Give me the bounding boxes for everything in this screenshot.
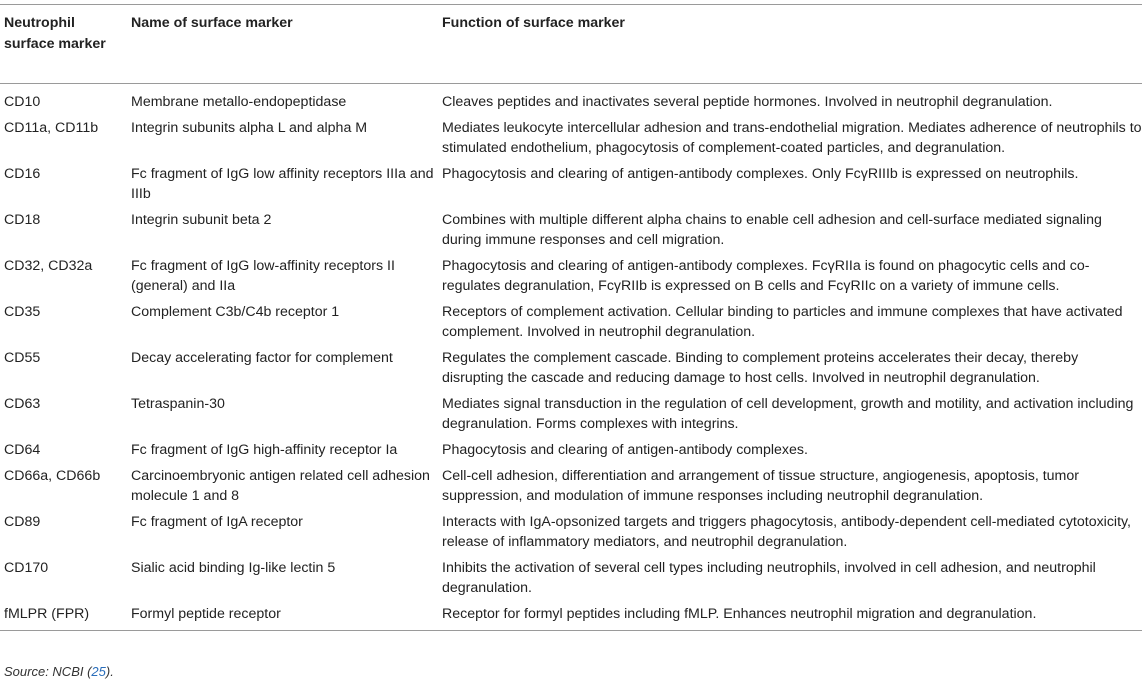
table-row xyxy=(0,345,1142,391)
name-cell: Fc fragment of IgG high-affinity receptor Ia xyxy=(131,442,398,458)
name-cell: Sialic acid binding Ig-like lectin 5 xyxy=(131,560,336,576)
table-row xyxy=(0,509,1142,555)
marker-cell: CD18 xyxy=(4,212,41,228)
name-cell: Fc fragment of IgA receptor xyxy=(131,514,303,530)
name-cell: Membrane metallo-endopeptidase xyxy=(131,94,347,110)
function-cell: Combines with multiple different alpha chains to enable cell adhesion and cell-surface mediated signaling during immune responses and cell migration. xyxy=(442,212,1102,248)
function-cell: Cleaves peptides and inactivates several peptide hormones. Involved in neutrophil degranulation. xyxy=(442,94,1053,110)
name-cell: Fc fragment of IgG low-affinity receptors II (general) and IIa xyxy=(131,258,395,294)
function-cell: Regulates the complement cascade. Binding to complement proteins accelerates their decay, thereby disrupting the cascade and reducing damage to host cells. Involved in neutrophil degranulation. xyxy=(442,350,1079,386)
name-cell: Formyl peptide receptor xyxy=(131,606,281,622)
header-row xyxy=(0,5,1142,84)
header-function: Function of surface marker xyxy=(442,15,625,31)
source-label: Source: NCBI ( xyxy=(4,664,92,679)
table-row xyxy=(0,463,1142,509)
source-suffix: ). xyxy=(105,664,114,679)
name-cell: Carcinoembryonic antigen related cell adhesion molecule 1 and 8 xyxy=(131,468,430,504)
function-cell: Receptors of complement activation. Cellular binding to particles and immune complexes that have activated complement. Involved in neutrophil degranulation. xyxy=(442,304,1123,340)
function-cell: Cell-cell adhesion, differentiation and arrangement of tissue structure, angiogenesis, apoptosis, tumor suppression, and modulation of immune responses including neutrophil degranulation. xyxy=(442,468,1079,504)
function-cell: Phagocytosis and clearing of antigen-antibody complexes. Only FcγRIIIb is expressed on neutrophils. xyxy=(442,166,1079,182)
marker-cell: CD16 xyxy=(4,166,41,182)
marker-cell: CD10 xyxy=(4,94,41,110)
marker-cell: CD170 xyxy=(4,560,49,576)
header-marker: Neutrophil surface marker xyxy=(4,15,106,52)
table-row xyxy=(0,601,1142,631)
function-cell: Receptor for formyl peptides including fMLP. Enhances neutrophil migration and degranulation. xyxy=(442,606,1037,622)
table-row xyxy=(0,115,1142,161)
marker-cell: CD32, CD32a xyxy=(4,258,93,274)
name-cell: Integrin subunit beta 2 xyxy=(131,212,272,228)
marker-cell: CD35 xyxy=(4,304,41,320)
marker-cell: CD55 xyxy=(4,350,41,366)
function-cell: Mediates leukocyte intercellular adhesion and trans-endothelial migration. Mediates adherence of neutrophils to stimulated endothelium, phagocytosis of complement-coated particles, and degranulation. xyxy=(442,120,1142,156)
name-cell: Fc fragment of IgG low affinity receptors IIIa and IIIb xyxy=(131,166,434,202)
function-cell: Phagocytosis and clearing of antigen-antibody complexes. xyxy=(442,442,808,458)
marker-cell: CD64 xyxy=(4,442,41,458)
source-note xyxy=(4,664,114,679)
marker-cell: CD66a, CD66b xyxy=(4,468,101,484)
name-cell: Integrin subunits alpha L and alpha M xyxy=(131,120,368,136)
table-row xyxy=(0,207,1142,253)
function-cell: Inhibits the activation of several cell types including neutrophils, involved in cell adhesion, and neutrophil degranulation. xyxy=(442,560,1096,596)
function-cell: Mediates signal transduction in the regulation of cell development, growth and motility, and activation including degranulation. Forms complexes with integrins. xyxy=(442,396,1134,432)
table-row xyxy=(0,253,1142,299)
table-row xyxy=(0,299,1142,345)
function-cell: Interacts with IgA-opsonized targets and triggers phagocytosis, antibody-dependent cell-mediated cytotoxicity, release of inflammatory mediators, and neutrophil degranulation. xyxy=(442,514,1131,550)
function-cell: Phagocytosis and clearing of antigen-antibody complexes. FcγRIIa is found on phagocytic cells and co-regulates degranulation, FcγRIIb is expressed on B cells and FcγRIIc on a variety of immune cells. xyxy=(442,258,1090,294)
table-row xyxy=(0,555,1142,601)
header-name: Name of surface marker xyxy=(131,15,293,31)
marker-cell: fMLPR (FPR) xyxy=(4,606,90,622)
name-cell: Tetraspanin-30 xyxy=(131,396,225,412)
name-cell: Decay accelerating factor for complement xyxy=(131,350,393,366)
reference-link[interactable]: 25 xyxy=(91,664,106,679)
table-row xyxy=(0,391,1142,437)
table-row xyxy=(0,84,1142,116)
marker-cell: CD89 xyxy=(4,514,41,530)
name-cell: Complement C3b/C4b receptor 1 xyxy=(131,304,340,320)
surface-marker-table xyxy=(0,4,1142,631)
table-row xyxy=(0,161,1142,207)
table-row xyxy=(0,437,1142,463)
marker-cell: CD63 xyxy=(4,396,41,412)
marker-cell: CD11a, CD11b xyxy=(4,120,99,136)
